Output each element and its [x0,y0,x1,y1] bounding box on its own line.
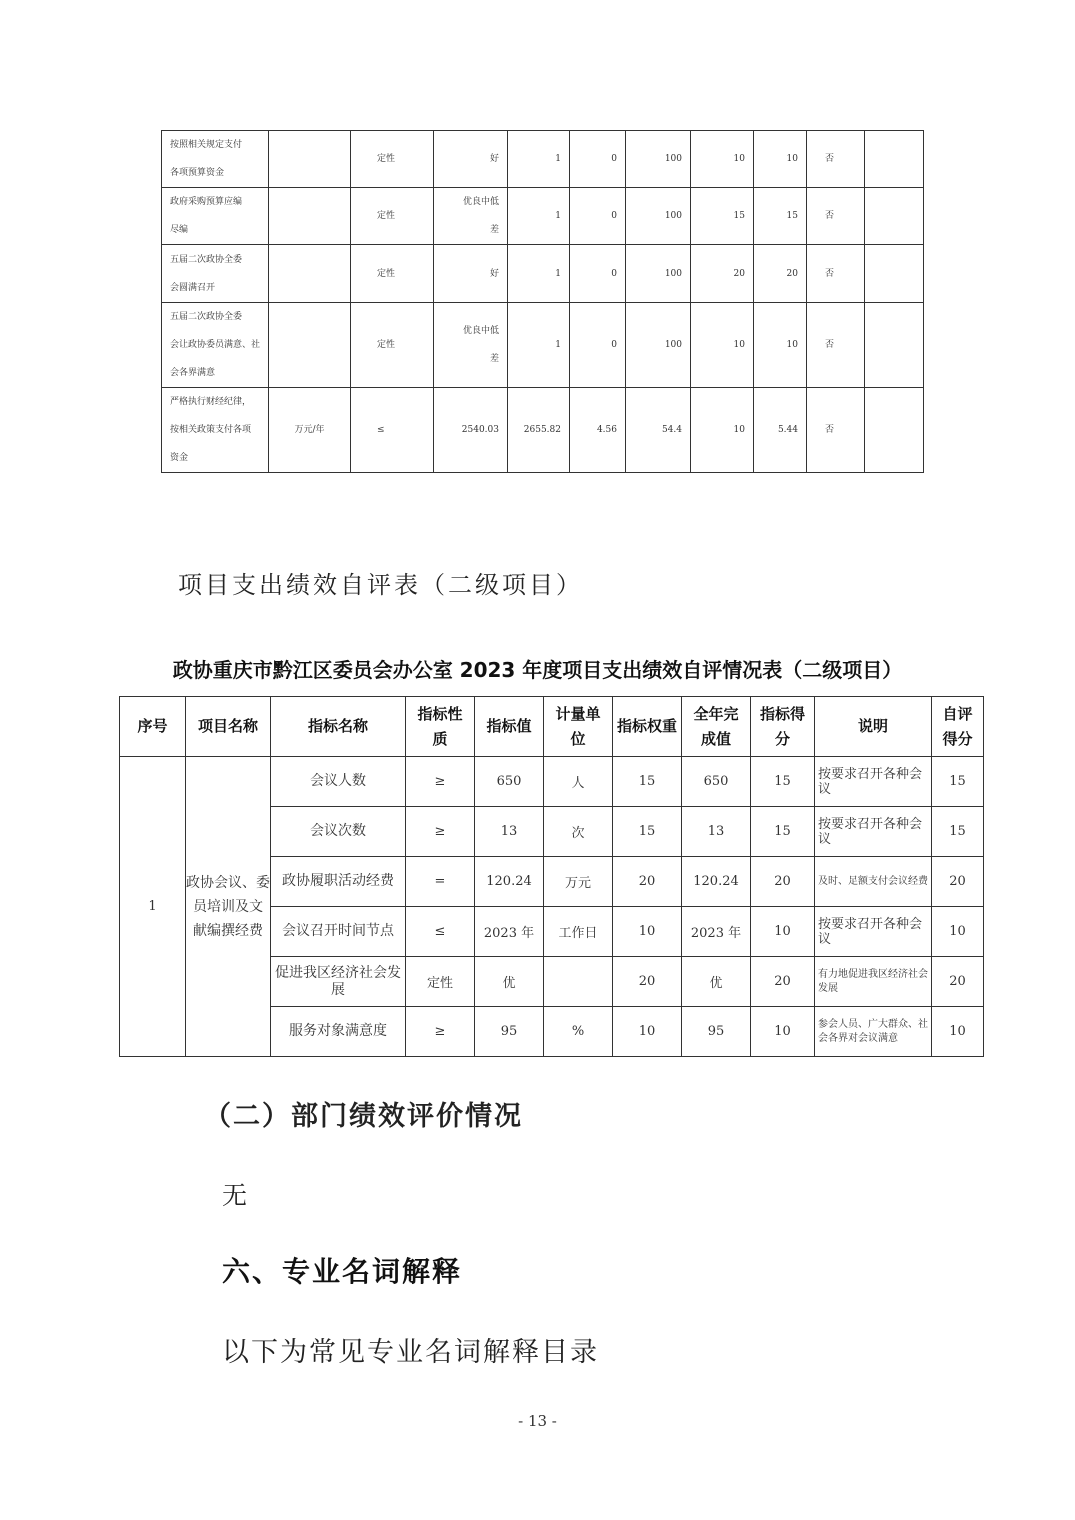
dept-evaluation-heading: （二）部门绩效评价情况 [204,1101,523,1132]
note-cell: 按要求召开各种会议 [815,757,932,807]
unit-cell [269,188,351,245]
project-name-cell: 政协会议、委 员培训及文 献编撰经费 [186,757,271,1057]
actual-value-cell: 13 [682,807,751,857]
weight-cell: 10 [691,131,754,188]
header-unit: 计量单 位 [544,697,613,757]
unit-cell [544,957,613,1007]
value-cell: 100 [626,245,691,303]
unit-cell: 工作日 [544,907,613,957]
weight-cell: 10 [613,907,682,957]
table-row [162,388,924,473]
extra-cell [865,245,924,303]
section-caption: 项目支出绩效自评表（二级项目） [178,571,583,599]
note-cell: 参会人员、广大群众、社会各界对会议满意 [815,1007,932,1057]
weight-cell: 15 [613,757,682,807]
target-value-cell: 95 [475,1007,544,1057]
header-project: 项目名称 [186,697,271,757]
note-cell: 及时、足额支付会议经费 [815,857,932,907]
actual-value-cell: 2023 年 [682,907,751,957]
indicator-score-cell: 10 [751,907,815,957]
weight-cell: 15 [691,188,754,245]
unit-cell: 万元/年 [269,388,351,473]
flag-cell: 否 [807,188,865,245]
nature-cell: ≥ [406,757,475,807]
unit-cell: 人 [544,757,613,807]
table-upper [161,130,924,473]
table-row [120,757,984,807]
operator-cell: 定性 [351,188,434,245]
nature-cell: ≥ [406,1007,475,1057]
extra-cell [865,303,924,388]
header-actual: 全年完 成值 [682,697,751,757]
target-value-cell: 2023 年 [475,907,544,957]
actual-value-cell: 95 [682,1007,751,1057]
self-score-cell: 10 [932,907,984,957]
weight-cell: 10 [613,1007,682,1057]
seq-cell: 1 [120,757,186,1057]
target-cell: 好 [434,245,508,303]
value-cell: 100 [626,131,691,188]
extra-cell [865,131,924,188]
operator-cell: 定性 [351,131,434,188]
self-score-cell: 20 [932,957,984,1007]
value-cell: 0 [570,131,626,188]
weight-cell: 20 [613,857,682,907]
nature-cell: 定性 [406,957,475,1007]
value-cell: 4.56 [570,388,626,473]
value-cell: 1 [508,303,570,388]
header-indicator: 指标名称 [271,697,406,757]
table-row [162,131,924,188]
indicator-name-cell: 五届二次政协全委 会让政协委员满意、社 会各界满意 [162,303,269,388]
note-cell: 按要求召开各种会议 [815,907,932,957]
terms-heading: 六、专业名词解释 [222,1255,463,1288]
weight-cell: 15 [613,807,682,857]
header-value: 指标值 [475,697,544,757]
dept-evaluation-body: 无 [222,1181,248,1210]
target-value-cell: 120.24 [475,857,544,907]
table-row [162,188,924,245]
value-cell: 0 [570,303,626,388]
indicator-score-cell: 20 [751,857,815,907]
indicator-name-cell: 服务对象满意度 [271,1007,406,1057]
header-self-score: 自评 得分 [932,697,984,757]
flag-cell: 否 [807,388,865,473]
table-row [162,303,924,388]
value-cell: 2655.82 [508,388,570,473]
actual-value-cell: 650 [682,757,751,807]
indicator-name-cell: 会议召开时间节点 [271,907,406,957]
indicator-name-cell: 严格执行财经纪律， 按相关政策支付各项 资金 [162,388,269,473]
target-cell: 优良中低 差 [434,303,508,388]
weight-cell: 10 [691,388,754,473]
weight-cell: 20 [691,245,754,303]
indicator-name-cell: 按照相关规定支付 各项预算资金 [162,131,269,188]
indicator-name-cell: 政府采购预算应编 尽编 [162,188,269,245]
header-nature: 指标性 质 [406,697,475,757]
nature-cell: ≥ [406,807,475,857]
indicator-name-cell: 会议人数 [271,757,406,807]
weight-cell: 20 [613,957,682,1007]
value-cell: 0 [570,188,626,245]
score-cell: 20 [754,245,807,303]
operator-cell: ≤ [351,388,434,473]
header-score: 指标得 分 [751,697,815,757]
indicator-score-cell: 15 [751,757,815,807]
unit-cell [269,131,351,188]
header-weight: 指标权重 [613,697,682,757]
table-performance [119,696,984,1057]
actual-value-cell: 优 [682,957,751,1007]
unit-cell: % [544,1007,613,1057]
indicator-name-cell: 政协履职活动经费 [271,857,406,907]
value-cell: 1 [508,188,570,245]
value-cell: 100 [626,303,691,388]
target-value-cell: 650 [475,757,544,807]
score-cell: 15 [754,188,807,245]
score-cell: 10 [754,303,807,388]
weight-cell: 10 [691,303,754,388]
value-cell: 0 [570,245,626,303]
indicator-name-cell: 五届二次政协全委 会圆满召开 [162,245,269,303]
target-value-cell: 13 [475,807,544,857]
table-header-row [120,697,984,757]
indicator-score-cell: 10 [751,1007,815,1057]
target-cell: 好 [434,131,508,188]
indicator-score-cell: 15 [751,807,815,857]
target-cell: 优良中低 差 [434,188,508,245]
self-score-cell: 15 [932,757,984,807]
extra-cell [865,388,924,473]
unit-cell: 万元 [544,857,613,907]
header-seq: 序号 [120,697,186,757]
score-cell: 10 [754,131,807,188]
value-cell: 54.4 [626,388,691,473]
target-cell: 2540.03 [434,388,508,473]
value-cell: 1 [508,245,570,303]
nature-cell: ≤ [406,907,475,957]
target-value-cell: 优 [475,957,544,1007]
flag-cell: 否 [807,131,865,188]
unit-cell [269,303,351,388]
self-score-cell: 10 [932,1007,984,1057]
indicator-name-cell: 促进我区经济社会发展 [271,957,406,1007]
header-note: 说明 [815,697,932,757]
indicator-name-cell: 会议次数 [271,807,406,857]
value-cell: 100 [626,188,691,245]
operator-cell: 定性 [351,303,434,388]
operator-cell: 定性 [351,245,434,303]
unit-cell [269,245,351,303]
self-score-cell: 20 [932,857,984,907]
score-cell: 5.44 [754,388,807,473]
terms-body: 以下为常见专业名词解释目录 [222,1337,599,1368]
flag-cell: 否 [807,245,865,303]
note-cell: 按要求召开各种会议 [815,807,932,857]
extra-cell [865,188,924,245]
indicator-score-cell: 20 [751,957,815,1007]
unit-cell: 次 [544,807,613,857]
table-row [162,245,924,303]
note-cell: 有力地促进我区经济社会发展 [815,957,932,1007]
page-number: - 13 - [518,1412,557,1430]
nature-cell: = [406,857,475,907]
table-title: 政协重庆市黔江区委员会办公室 2023 年度项目支出绩效自评情况表（二级项目） [172,658,903,682]
self-score-cell: 15 [932,807,984,857]
value-cell: 1 [508,131,570,188]
flag-cell: 否 [807,303,865,388]
actual-value-cell: 120.24 [682,857,751,907]
